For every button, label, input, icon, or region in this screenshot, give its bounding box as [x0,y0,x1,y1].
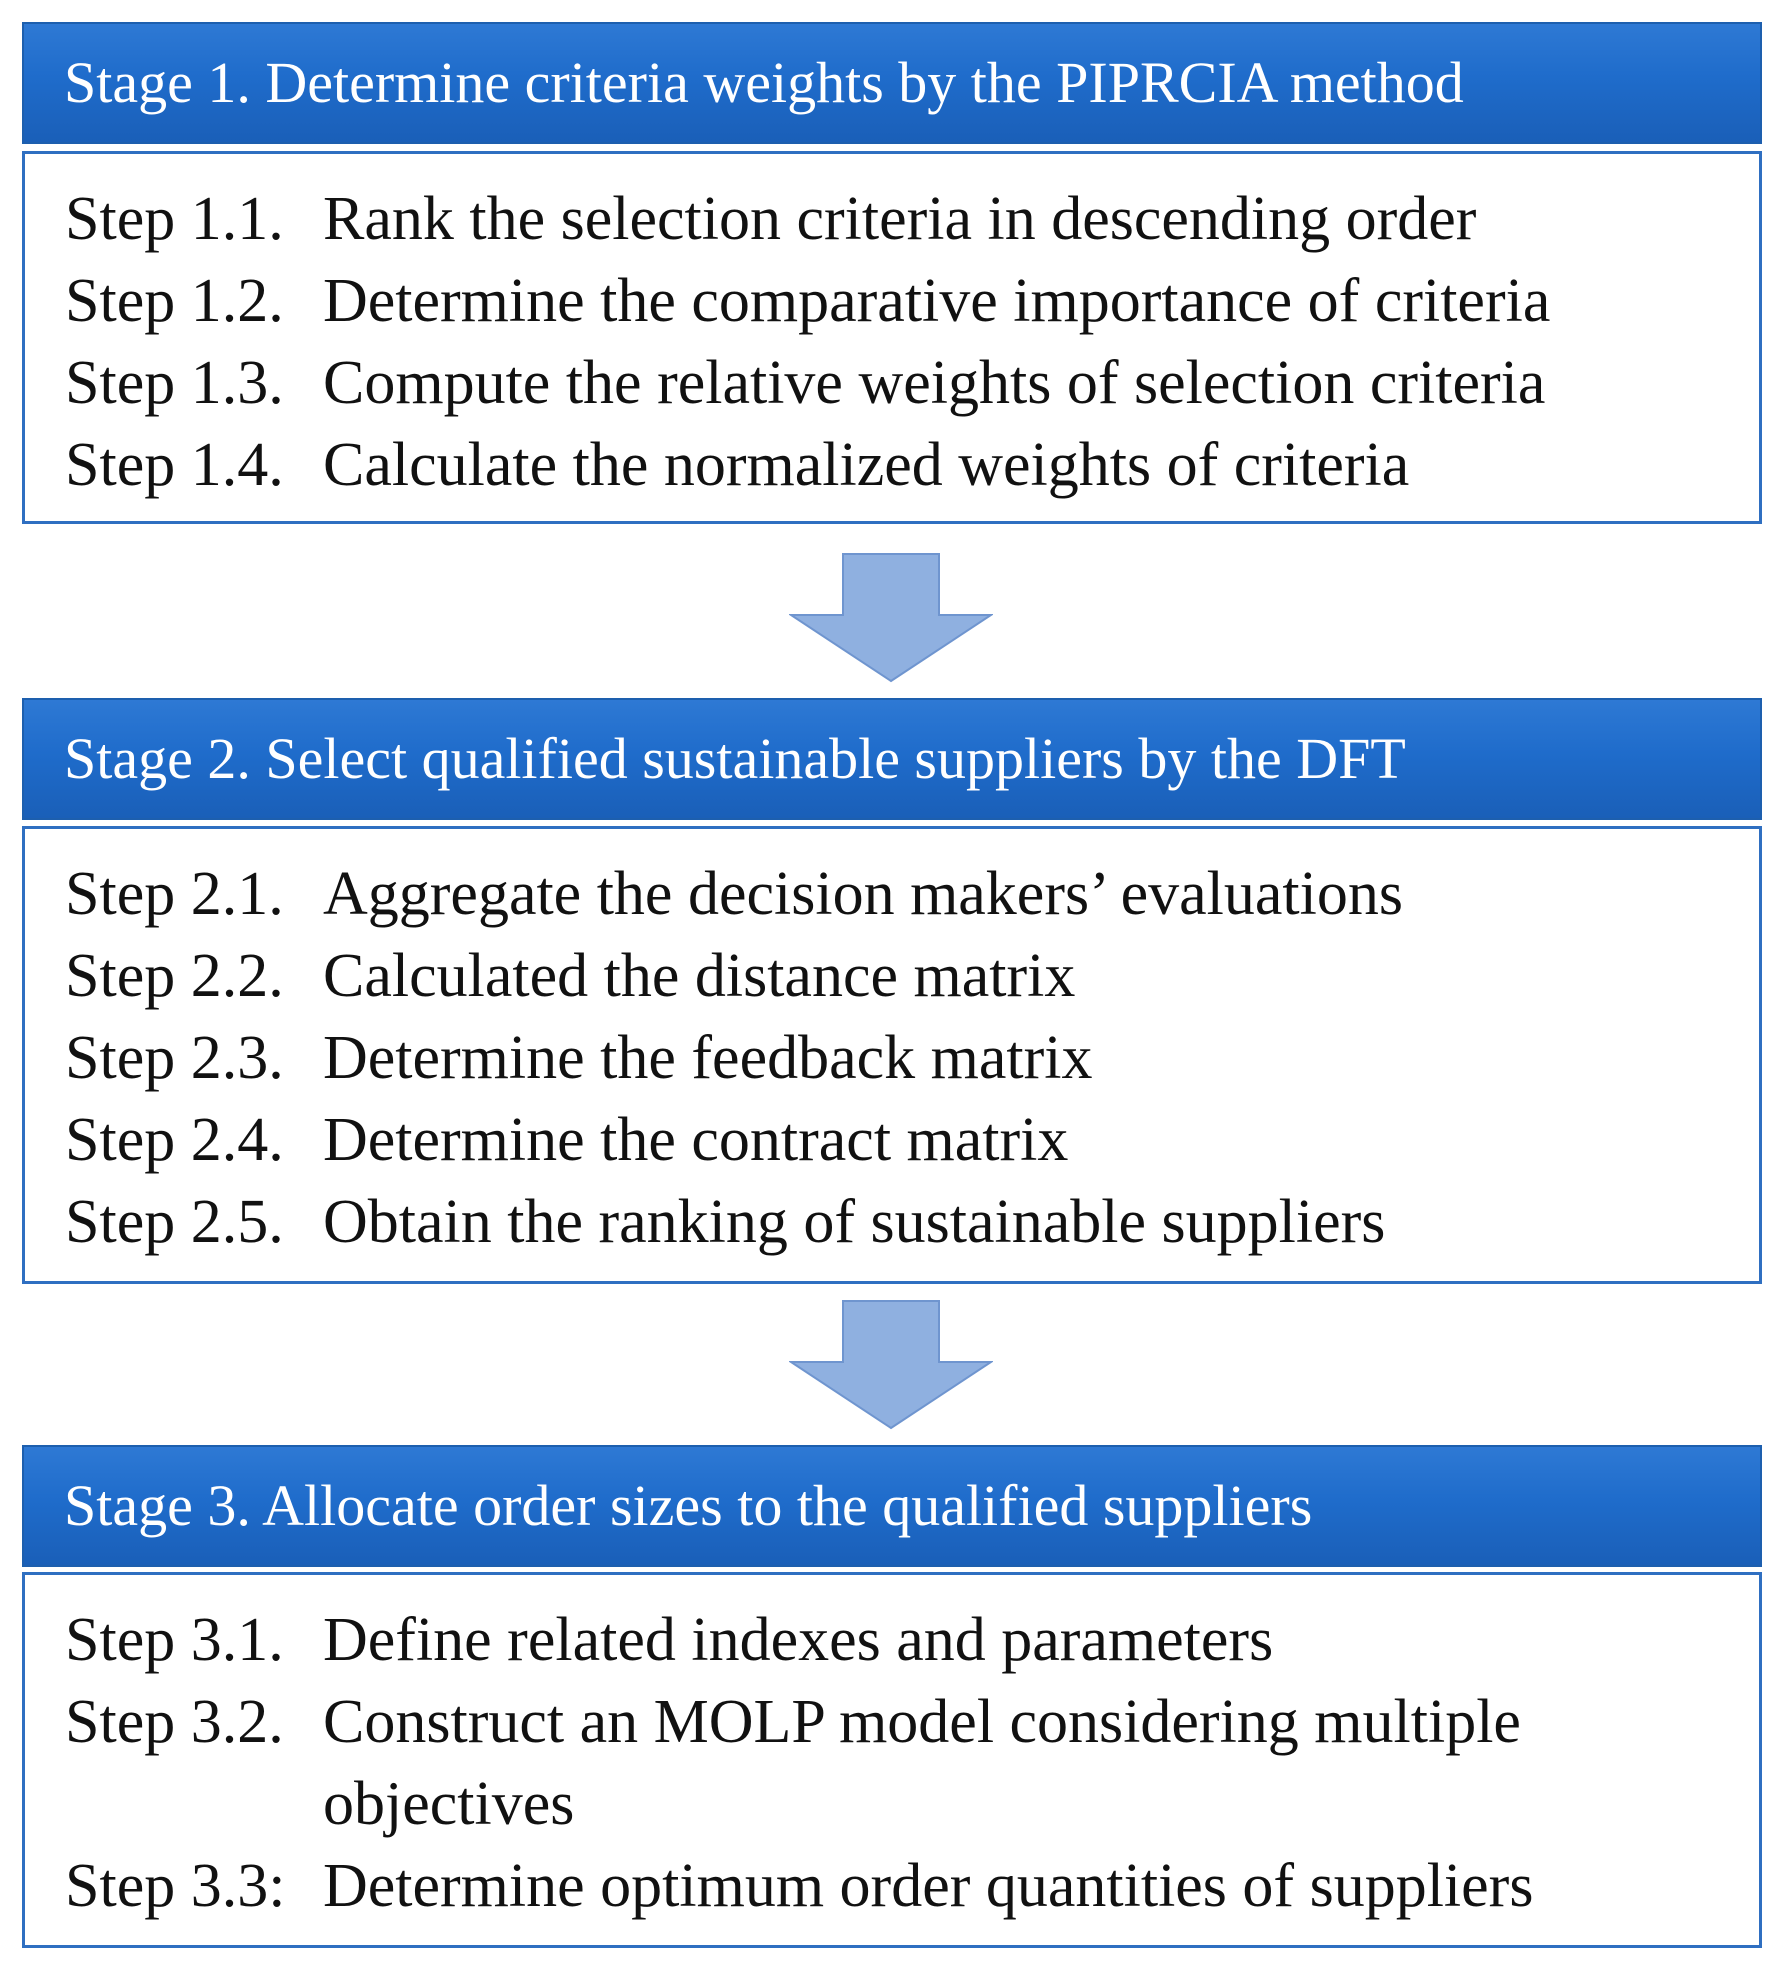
step-text: Aggregate the decision makers’ evaluations [323,860,1404,928]
step-row [65,178,1759,260]
step-text: Compute the relative weights of selection criteria [323,349,1546,417]
step-number: Step 3.3: [65,1852,286,1920]
step-number: Step 2.2. [65,942,284,1010]
step-row [65,1181,1759,1263]
stage-2-title: Stage 2. Select qualified sustainable suppliers by the DFT [64,726,1406,791]
step-number: Step 2.4. [65,1106,284,1174]
stage-3-steps-box [22,1572,1762,1948]
stage-1-title: Stage 1. Determine criteria weights by the PIPRCIA method [64,50,1464,115]
step-number: Step 2.1. [65,860,284,928]
stage-1-header [22,22,1762,144]
stage-1-steps-box [22,151,1762,524]
step-row [65,342,1759,424]
down-arrow-icon [789,1300,993,1430]
step-text: Construct an MOLP model considering multiple objectives [323,1688,1521,1838]
step-row [65,424,1759,506]
step-text: Calculate the normalized weights of criteria [323,431,1410,499]
stage-3-title: Stage 3. Allocate order sizes to the qualified suppliers [64,1473,1313,1538]
stage-2-header [22,698,1762,820]
step-row [65,853,1759,935]
step-text: Obtain the ranking of sustainable suppliers [323,1188,1386,1256]
step-text: Rank the selection criteria in descending order [323,185,1477,253]
step-number: Step 1.1. [65,185,284,253]
step-number: Step 3.1. [65,1606,284,1674]
step-row [65,1845,1759,1927]
step-text: Calculated the distance matrix [323,942,1076,1010]
step-number: Step 2.3. [65,1024,284,1092]
step-text: Determine the feedback matrix [323,1024,1093,1092]
step-text: Determine optimum order quantities of suppliers [323,1852,1534,1920]
step-number: Step 1.3. [65,349,284,417]
step-row [65,935,1759,1017]
step-number: Step 3.2. [65,1688,284,1756]
down-arrow-icon [789,553,993,683]
stage-2-steps-box [22,826,1762,1284]
step-text: Define related indexes and parameters [323,1606,1274,1674]
step-row [65,1017,1759,1099]
stage-3-header [22,1445,1762,1567]
step-row [65,1681,1759,1845]
step-text: Determine the contract matrix [323,1106,1069,1174]
step-row [65,1099,1759,1181]
step-row [65,1599,1759,1681]
step-number: Step 1.4. [65,431,284,499]
step-text: Determine the comparative importance of criteria [323,267,1551,335]
step-number: Step 2.5. [65,1188,284,1256]
step-row [65,260,1759,342]
step-number: Step 1.2. [65,267,284,335]
